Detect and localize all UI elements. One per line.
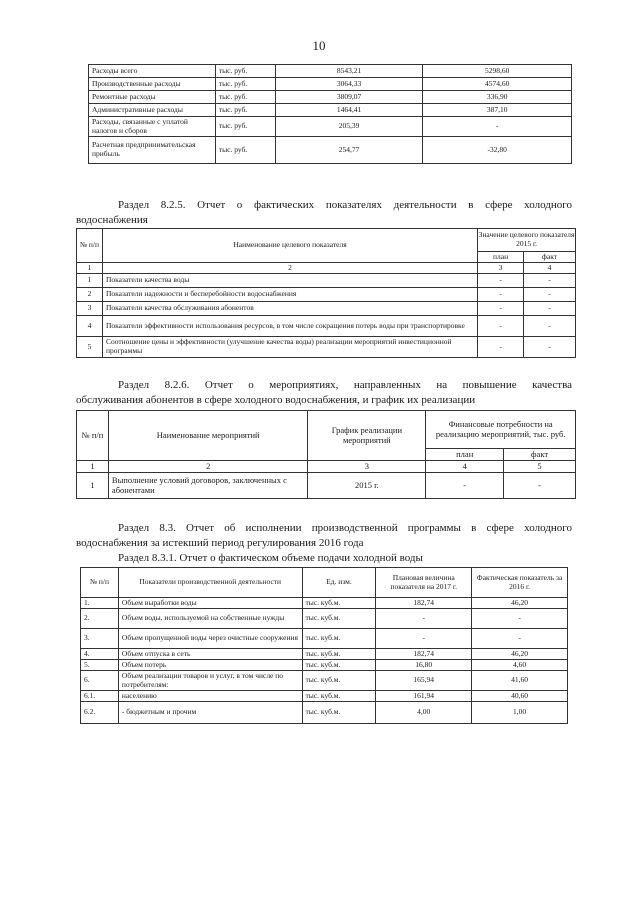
- section-831-title: Раздел 8.3.1. Отчет о фактическом объеме подачи холодной воды: [118, 552, 423, 564]
- production-plan: 16,80: [376, 660, 472, 671]
- production-plan: 4,00: [376, 702, 472, 724]
- indicator-name: Показатели качества обслуживания абонентов: [102, 302, 477, 316]
- expense-name: Административные расходы: [89, 104, 216, 117]
- production-unit: тыс. куб.м.: [302, 660, 376, 671]
- col-fact-header: факт: [504, 449, 576, 461]
- col-unit-header: Ед. изм.: [302, 568, 376, 598]
- production-unit: тыс. куб.м.: [302, 649, 376, 660]
- indicator-plan: -: [478, 302, 524, 316]
- production-fact: 41,60: [472, 671, 568, 691]
- table-row: [77, 302, 576, 316]
- production-fact: 1,00: [472, 702, 568, 724]
- expense-value-2: -: [423, 117, 572, 137]
- table-row: [89, 78, 572, 91]
- section-826-title-cont: обслуживания абонентов в сфере холодного водоснабжения, и график их реализации: [76, 394, 476, 406]
- table-row: [89, 91, 572, 104]
- production-unit: тыс. куб.м.: [302, 609, 376, 629]
- col-index: 3: [478, 263, 524, 274]
- expense-value-1: 8543,21: [275, 65, 423, 78]
- production-num: 2.: [81, 609, 119, 629]
- expense-value-1: 3064,33: [275, 78, 423, 91]
- expense-value-2: 336,90: [423, 91, 572, 104]
- table-row: [81, 609, 568, 629]
- table-row: [81, 629, 568, 649]
- production-plan: 182,74: [376, 598, 472, 609]
- production-num: 3.: [81, 629, 119, 649]
- production-name: Объем пропущенной воды через очистные сооружения: [118, 629, 302, 649]
- production-plan: 161,94: [376, 691, 472, 702]
- col-index: 4: [524, 263, 576, 274]
- production-num: 6.1.: [81, 691, 119, 702]
- production-unit: тыс. куб.м.: [302, 702, 376, 724]
- expense-name: Расходы, связанные с уплатой налогов и сборов: [89, 117, 216, 137]
- expense-name: Ремонтные расходы: [89, 91, 216, 104]
- indicator-num: 5: [77, 337, 103, 358]
- expense-name: Расчетная предпринимательская прибыль: [89, 137, 216, 164]
- col-finance-header: Финансовые потребности на реализацию мероприятий, тыс. руб.: [426, 411, 576, 449]
- col-plan-header: план: [426, 449, 504, 461]
- col-fact-header: Фактическая показатель за 2016 г.: [472, 568, 568, 598]
- indicator-num: 1: [77, 274, 103, 288]
- measure-name: Выполнение условий договоров, заключенных с абонентами: [108, 473, 308, 499]
- col-num-header: № п/п: [77, 411, 109, 461]
- production-fact: 46,20: [472, 598, 568, 609]
- production-fact: 46,20: [472, 649, 568, 660]
- expense-value-2: 4574,60: [423, 78, 572, 91]
- production-fact: 4,60: [472, 660, 568, 671]
- production-name: Объем потерь: [118, 660, 302, 671]
- table-row: [81, 649, 568, 660]
- measures-table: [76, 410, 576, 499]
- page-number: 10: [312, 38, 326, 53]
- expense-value-1: 254,77: [275, 137, 423, 164]
- col-plan-header: план: [478, 252, 524, 263]
- table-row: [81, 598, 568, 609]
- col-name-header: Наименование целевого показателя: [102, 229, 477, 263]
- production-unit: тыс. куб.м.: [302, 598, 376, 609]
- col-schedule-header: График реализации мероприятий: [308, 411, 426, 461]
- section-83-title-cont: водоснабжения за истекший период регулирования 2016 года: [76, 537, 364, 549]
- indicator-name: Показатели эффективности использования ресурсов, в том числе сокращения потерь воды при транспортировке: [102, 316, 477, 337]
- expenses-table: [88, 64, 572, 164]
- production-name: - бюджетным и прочим: [118, 702, 302, 724]
- indicator-plan: -: [478, 288, 524, 302]
- col-index: 1: [77, 263, 103, 274]
- indicator-fact: -: [524, 316, 576, 337]
- section-825-title-cont: водоснабжения: [76, 214, 148, 226]
- production-num: 6.: [81, 671, 119, 691]
- expense-name: Расходы всего: [89, 65, 216, 78]
- col-index: 5: [504, 461, 576, 473]
- table-row: [89, 137, 572, 164]
- indicator-num: 4: [77, 316, 103, 337]
- production-num: 5.: [81, 660, 119, 671]
- production-unit: тыс. куб.м.: [302, 629, 376, 649]
- expense-unit: тыс. руб.: [215, 91, 275, 104]
- col-index: 4: [426, 461, 504, 473]
- table-row: [77, 288, 576, 302]
- production-unit: тыс. куб.м.: [302, 691, 376, 702]
- production-fact: -: [472, 629, 568, 649]
- col-index: 1: [77, 461, 109, 473]
- indicator-fact: -: [524, 288, 576, 302]
- expense-value-2: 5298,60: [423, 65, 572, 78]
- section-826-title: Раздел 8.2.6. Отчет о мероприятиях, направленных на повышение качества: [118, 379, 572, 391]
- col-num-header: № п/п: [77, 229, 103, 263]
- indicator-fact: -: [524, 337, 576, 358]
- col-name-header: Показатели производственной деятельности: [118, 568, 302, 598]
- table-row: [89, 65, 572, 78]
- production-name: Объем реализации товаров и услуг, в том числе по потребителям:: [118, 671, 302, 691]
- production-fact: -: [472, 609, 568, 629]
- production-num: 4.: [81, 649, 119, 660]
- production-name: Объем воды, используемой на собственные нужды: [118, 609, 302, 629]
- table-row: [89, 104, 572, 117]
- col-index: 2: [102, 263, 477, 274]
- expense-value-2: 387,10: [423, 104, 572, 117]
- col-plan-header: Плановая величина показателя на 2017 г.: [376, 568, 472, 598]
- production-plan: 182,74: [376, 649, 472, 660]
- production-table: [80, 567, 568, 724]
- indicators-table: [76, 228, 576, 358]
- indicator-fact: -: [524, 302, 576, 316]
- measure-num: 1: [77, 473, 109, 499]
- expense-unit: тыс. руб.: [215, 137, 275, 164]
- table-row: [81, 702, 568, 724]
- production-unit: тыс. куб.м.: [302, 671, 376, 691]
- production-name: населению: [118, 691, 302, 702]
- table-row: [77, 316, 576, 337]
- section-825-title: Раздел 8.2.5. Отчет о фактических показателях деятельности в сфере холодного: [118, 199, 572, 211]
- production-fact: 40,60: [472, 691, 568, 702]
- table-row: [81, 691, 568, 702]
- col-fact-header: факт: [524, 252, 576, 263]
- expense-unit: тыс. руб.: [215, 117, 275, 137]
- indicator-name: Соотношение цены и эффективности (улучшение качества воды) реализации мероприятий инвестиционной программы: [102, 337, 477, 358]
- table-row: [77, 473, 576, 499]
- indicator-plan: -: [478, 274, 524, 288]
- production-num: 6.2.: [81, 702, 119, 724]
- table-row: [77, 337, 576, 358]
- measure-schedule: 2015 г.: [308, 473, 426, 499]
- col-name-header: Наименование мероприятий: [108, 411, 308, 461]
- table-row: [81, 660, 568, 671]
- production-num: 1.: [81, 598, 119, 609]
- expense-name: Производственные расходы: [89, 78, 216, 91]
- production-plan: 165,94: [376, 671, 472, 691]
- production-plan: -: [376, 629, 472, 649]
- expense-unit: тыс. руб.: [215, 104, 275, 117]
- indicator-plan: -: [478, 337, 524, 358]
- measure-fact: -: [504, 473, 576, 499]
- col-index: 2: [108, 461, 308, 473]
- expense-value-1: 205,39: [275, 117, 423, 137]
- table-row: [89, 117, 572, 137]
- expense-unit: тыс. руб.: [215, 78, 275, 91]
- expense-unit: тыс. руб.: [215, 65, 275, 78]
- indicator-num: 2: [77, 288, 103, 302]
- indicator-fact: -: [524, 274, 576, 288]
- col-value-header: Значение целевого показателя 2015 г.: [478, 229, 576, 252]
- col-num-header: № п/п: [81, 568, 119, 598]
- expense-value-2: -32,80: [423, 137, 572, 164]
- expense-value-1: 3809,07: [275, 91, 423, 104]
- indicator-name: Показатели качества воды: [102, 274, 477, 288]
- indicator-num: 3: [77, 302, 103, 316]
- production-name: Объем выработки воды: [118, 598, 302, 609]
- production-name: Объем отпуска в сеть: [118, 649, 302, 660]
- production-plan: -: [376, 609, 472, 629]
- indicator-plan: -: [478, 316, 524, 337]
- table-row: [81, 671, 568, 691]
- measure-plan: -: [426, 473, 504, 499]
- col-index: 3: [308, 461, 426, 473]
- section-83-title: Раздел 8.3. Отчет об исполнении производственной программы в сфере холодного: [118, 522, 572, 534]
- indicator-name: Показатели надежности и бесперебойности водоснабжения: [102, 288, 477, 302]
- expense-value-1: 1464,41: [275, 104, 423, 117]
- table-row: [77, 274, 576, 288]
